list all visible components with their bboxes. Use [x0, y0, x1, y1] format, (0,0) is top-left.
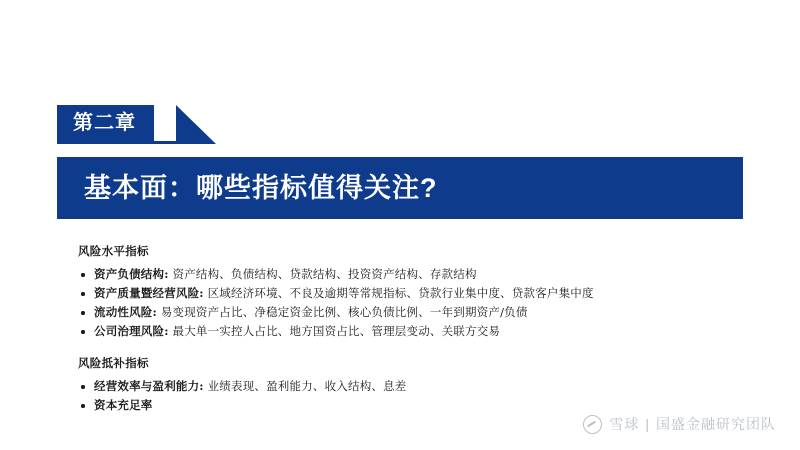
- bullet-list-risk-level: [78, 265, 738, 341]
- list-item: [78, 303, 738, 322]
- chapter-underline: [57, 141, 177, 144]
- watermark-brand: 雪球: [609, 416, 640, 432]
- chapter-diagonal-accent: [176, 105, 216, 144]
- list-item-rest: 资产结构、负债结构、贷款结构、投资资产结构、存款结构: [168, 267, 477, 281]
- list-item-lead: 资本充足率: [94, 398, 153, 412]
- body-content: [78, 243, 738, 415]
- list-item: [78, 396, 738, 415]
- bullet-list-risk-buffer: [78, 377, 738, 415]
- watermark-team: 国盛金融研究团队: [656, 416, 776, 432]
- chapter-tag: [57, 105, 154, 141]
- xueqiu-logo-icon: [583, 415, 602, 434]
- watermark-separator: |: [645, 416, 650, 432]
- list-item-rest: 区域经济环境、不良及逾期等常规指标、贷款行业集中度、贷款客户集中度: [203, 286, 594, 300]
- list-item-lead: 资产负债结构:: [94, 267, 169, 281]
- list-item: [78, 322, 738, 341]
- list-item: [78, 284, 738, 303]
- list-item: [78, 265, 738, 284]
- watermark: [583, 414, 776, 434]
- chapter-label: 第二章: [73, 112, 136, 134]
- section-heading-risk-level: 风险水平指标: [78, 244, 149, 258]
- page-title: 基本面：哪些指标值得关注?: [84, 173, 438, 203]
- list-item: [78, 377, 738, 396]
- list-item-lead: 公司治理风险:: [94, 324, 169, 338]
- list-item-lead: 流动性风险:: [94, 305, 157, 319]
- section-heading-risk-buffer: 风险抵补指标: [78, 356, 149, 370]
- list-item-lead: 资产质量暨经营风险:: [94, 286, 204, 300]
- list-item-rest: 易变现资产占比、净稳定资金比例、核心负债比例、一年到期资产/负债: [156, 305, 528, 319]
- list-item-rest: 业绩表现、盈利能力、收入结构、息差: [203, 379, 407, 393]
- list-item-lead: 经营效率与盈利能力:: [94, 379, 204, 393]
- list-item-rest: 最大单一实控人占比、地方国资占比、管理层变动、关联方交易: [168, 324, 501, 338]
